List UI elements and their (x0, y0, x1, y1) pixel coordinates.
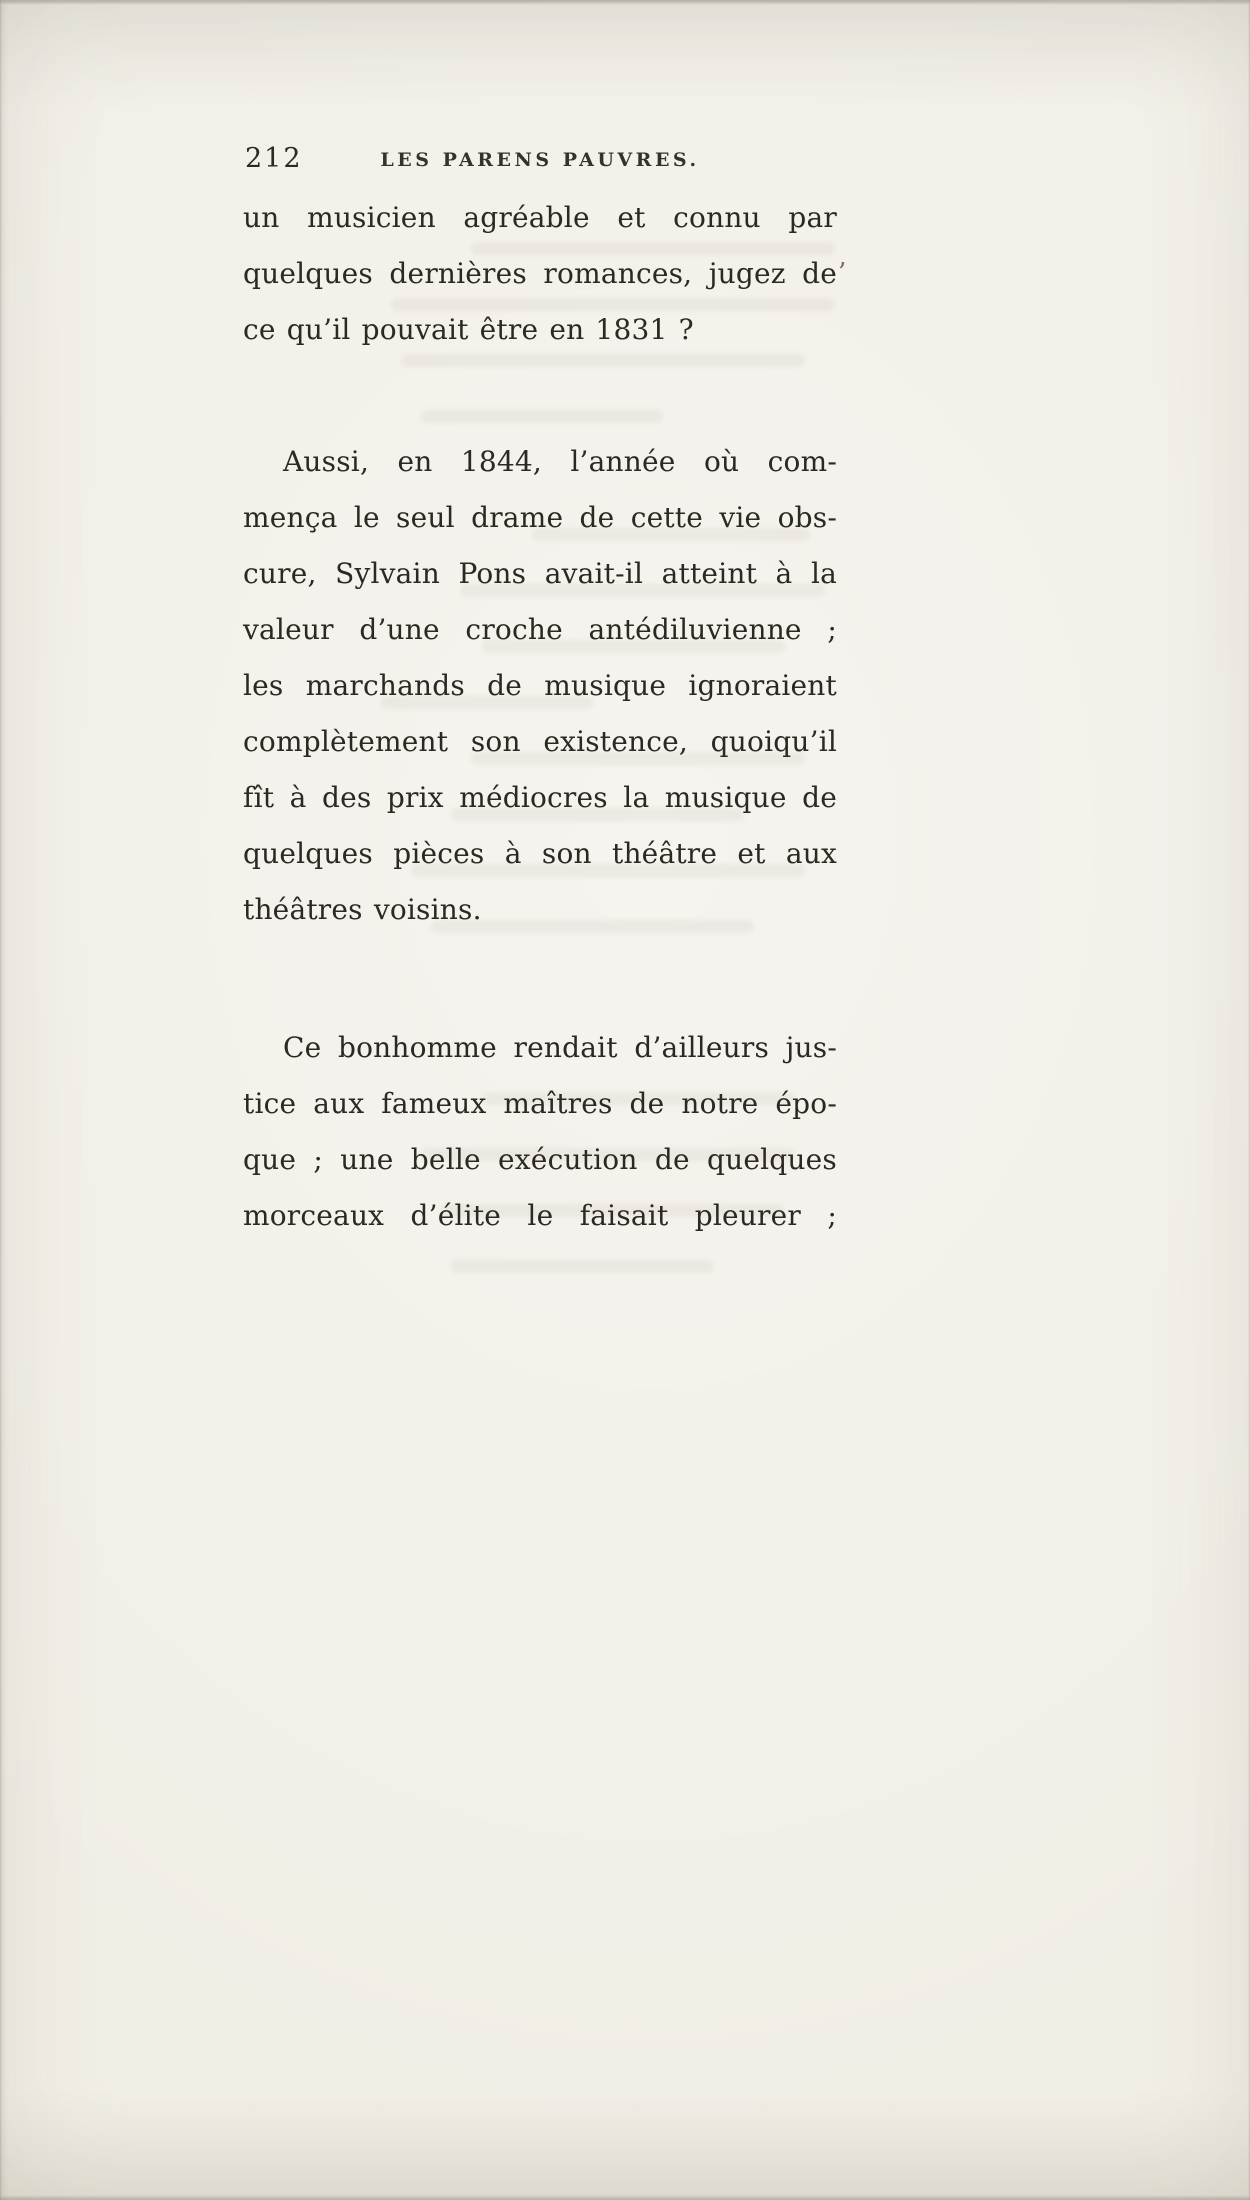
text-line: Aussi, en 1844, l’année où com- (283, 445, 837, 478)
text-line: quelques pièces à son théâtre et aux (243, 837, 837, 870)
running-title: LES PARENS PAUVRES. (380, 149, 700, 171)
paragraph (243, 190, 837, 358)
text-line: morceaux d’élite le faisait pleurer ; (243, 1199, 837, 1232)
paragraph (243, 434, 837, 938)
text-line: les marchands de musique ignoraient (243, 669, 837, 702)
paragraph (243, 1020, 837, 1244)
text-line: quelques dernières romances, jugez de (243, 257, 837, 290)
text-line: tice aux fameux maîtres de notre épo- (243, 1087, 837, 1120)
text-line: théâtres voisins. (243, 893, 482, 926)
text-line: que ; une belle exécution de quelques (243, 1143, 837, 1176)
text-block (243, 190, 837, 1244)
text-line: ce qu’il pouvait être en 1831 ? (243, 313, 694, 346)
text-line: fît à des prix médiocres la musique de (243, 781, 837, 814)
running-head (243, 142, 837, 178)
text-line: un musicien agréable et connu par (243, 201, 837, 234)
text-line: cure, Sylvain Pons avait-il atteint à la (243, 557, 837, 590)
text-line: mença le seul drame de cette vie obs- (243, 501, 837, 534)
text-line: Ce bonhomme rendait d’ailleurs jus- (283, 1031, 837, 1064)
text-line: valeur d’une croche antédiluvienne ; (243, 613, 837, 646)
stray-mark: ’ (838, 258, 847, 288)
page-number: 212 (245, 143, 303, 174)
text-line: complètement son existence, quoiqu’il (243, 725, 837, 758)
